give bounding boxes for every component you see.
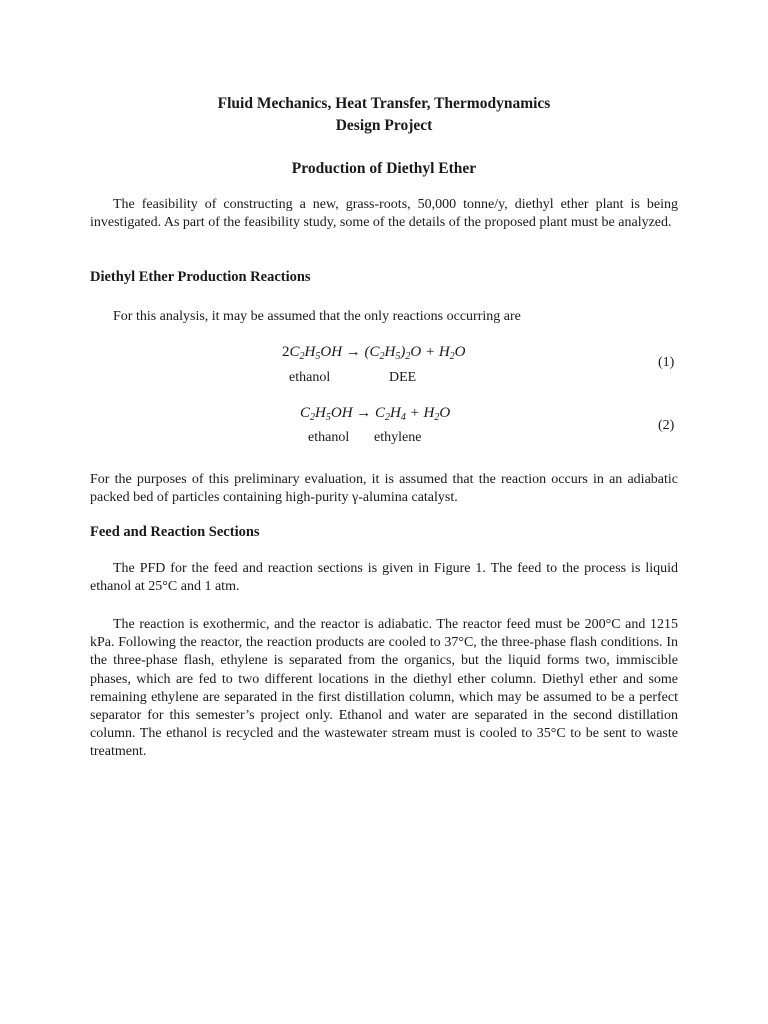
- document-title-line1: Fluid Mechanics, Heat Transfer, Thermodynamics: [217, 95, 551, 112]
- reaction-2-number: (2): [658, 418, 675, 433]
- reactions-lead-text: For this analysis, it may be assumed that the only reactions occurring are: [113, 309, 521, 324]
- reaction-1-product-label: DEE: [389, 370, 417, 385]
- document-subtitle: Production of Diethyl Ether: [291, 160, 477, 177]
- reaction-1-equation: $2C_2H_5OH \to (C_2H_5)_2O + H_2O$: [282, 344, 466, 362]
- reaction-2-product-label: ethylene: [374, 430, 422, 445]
- section-heading-reactions: Diethyl Ether Production Reactions: [90, 269, 311, 285]
- section-heading-feed: Feed and Reaction Sections: [90, 524, 260, 540]
- reaction-1-reactant-label: ethanol: [289, 370, 331, 385]
- intro-paragraph: The feasibility of constructing a new, grass-roots, 50,000 tonne/y, diethyl ether plant is being investigated. As part of the feasibility study, some of the details of the proposed plant must be analyzed.: [90, 197, 678, 231]
- reaction-2-equation: $C_2H_5OH \to C_2H_4 + H_2O$: [300, 405, 451, 423]
- document-title-line2: Design Project: [335, 117, 433, 134]
- reaction-2-reactant-label: ethanol: [308, 430, 350, 445]
- reaction-paragraph: The reaction is exothermic, and the reactor is adiabatic. The reactor feed must be 200°C and 1215 kPa. Following the reactor, the reaction products are cooled to 37°C, the three-phase flash conditions. In the three-phase flash, ethylene is separated from the organics, but the liquid forms two, immiscible phases, which are fed to two different locations in the diethyl ether column. Diethyl ether and some remaining ethylene are separated in the first distillation column, which may be assumed to be a perfect separator for this semester’s project only. Ethanol and water are separated in the second distillation column. The ethanol is recycled and the wastewater stream must is cooled to 35°C to be sent to waste treatment.: [90, 617, 678, 760]
- catalyst-paragraph: For the purposes of this preliminary evaluation, it is assumed that the reaction occurs in an adiabatic packed bed of particles containing high-purity γ-alumina catalyst.: [90, 472, 678, 506]
- feed-paragraph: The PFD for the feed and reaction sections is given in Figure 1. The feed to the process is liquid ethanol at 25°C and 1 atm.: [90, 561, 678, 595]
- reaction-1-coefficient: 2: [282, 344, 290, 360]
- reaction-1-number: (1): [658, 355, 675, 370]
